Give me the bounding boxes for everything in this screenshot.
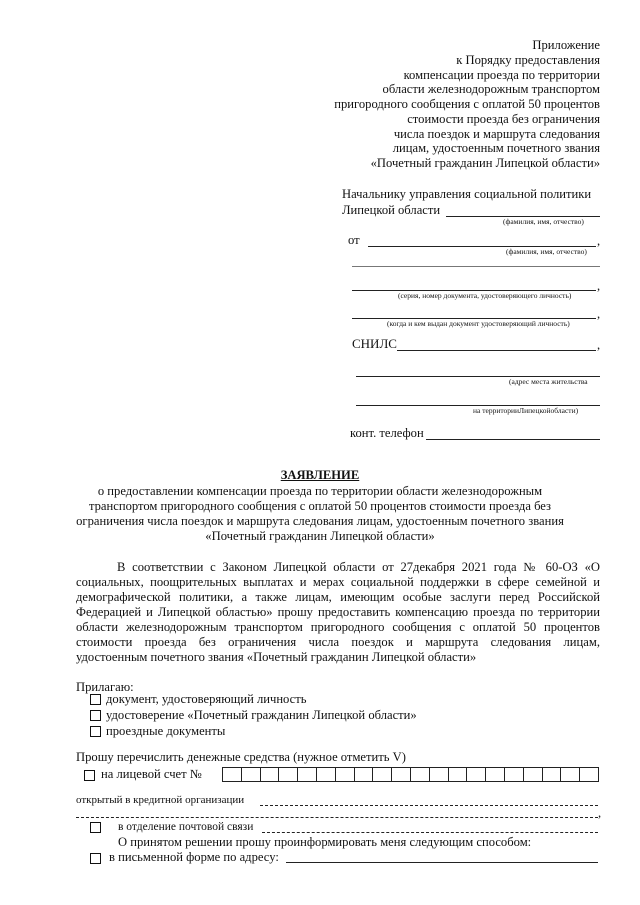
statement-heading: ЗАЯВЛЕНИЕ — [280, 468, 360, 482]
attachment-item: удостоверение «Почетный гражданин Липецкой области» — [106, 708, 417, 722]
body-line: Федерацией и Липецкой областью» прошу предоставить компенсацию проезда по территории — [76, 605, 600, 619]
body-line: области железнодорожным транспортом пригородного сообщения с оплатой 50 процентов — [76, 620, 600, 634]
hint-fio-2: (фамилия, имя, отчество) — [506, 247, 587, 256]
written-checkbox[interactable] — [90, 853, 101, 864]
comma: , — [597, 307, 601, 321]
account-digit-cell[interactable] — [354, 767, 374, 782]
title-line: ограничения числа поездок и маршрута следования лицам, удостоенным почетного звания — [76, 514, 564, 528]
account-checkbox[interactable] — [84, 770, 95, 781]
title-line: транспортом пригородного сообщения с оплатой 50 процентов стоимости проезда без — [88, 499, 552, 513]
account-label: на лицевой счет № — [101, 767, 202, 781]
attachment-checkbox[interactable] — [90, 694, 101, 705]
body-line: В соответствии с Законом Липецкой области от 27декабря 2021 года № 60-ОЗ «О — [117, 560, 600, 574]
account-digit-cell[interactable] — [504, 767, 524, 782]
account-digit-cell[interactable] — [523, 767, 543, 782]
account-digit-cell[interactable] — [429, 767, 449, 782]
appendix-line: Приложение — [532, 38, 600, 52]
account-digit-cell[interactable] — [335, 767, 355, 782]
post-checkbox[interactable] — [90, 822, 101, 833]
phone-field[interactable] — [426, 439, 600, 440]
comma: , — [597, 234, 601, 248]
applicant-extra-field[interactable] — [352, 266, 600, 267]
body-line: демографической политики, а также лицам, имеющим особые заслуги перед Российской — [76, 590, 600, 604]
body-line: социальных, поощрительных выплатах и мерах социальной поддержки в сфере семейной и — [76, 575, 600, 589]
attachments-label: Прилагаю: — [76, 680, 134, 694]
account-digit-cell[interactable] — [560, 767, 580, 782]
appendix-line: лицам, удостоенным почетного звания — [392, 141, 600, 155]
comma: , — [597, 279, 601, 293]
account-digit-cell[interactable] — [466, 767, 486, 782]
appendix-line: стоимости проезда без ограничения — [407, 112, 600, 126]
account-digit-cell[interactable] — [297, 767, 317, 782]
bank-field-continued[interactable] — [76, 817, 598, 818]
account-digit-cell[interactable] — [391, 767, 411, 782]
account-digit-cell[interactable] — [278, 767, 298, 782]
appendix-line: области железнодорожным транспортом — [382, 82, 600, 96]
title-line: о предоставлении компенсации проезда по территории области железнодорожным — [97, 484, 543, 498]
addressee-region: Липецкой области — [342, 203, 441, 217]
appendix-line: пригородного сообщения с оплатой 50 процентов — [334, 97, 600, 111]
comma: , — [598, 806, 602, 820]
hint-territory: на территорииЛипецкойобласти) — [473, 406, 579, 415]
body-line-last: удостоенным почетного звания «Почетный гражданин Липецкой области» — [76, 650, 477, 664]
appendix-line: «Почетный гражданин Липецкой области» — [370, 156, 600, 170]
post-label: в отделение почтовой связи — [118, 821, 254, 833]
account-digit-cell[interactable] — [241, 767, 261, 782]
account-digit-cell[interactable] — [579, 767, 599, 782]
written-label: в письменной форме по адресу: — [109, 850, 279, 864]
account-digit-cell[interactable] — [542, 767, 562, 782]
attachment-checkbox[interactable] — [90, 710, 101, 721]
written-address-field[interactable] — [286, 862, 598, 863]
from-label: от — [348, 233, 360, 247]
account-digit-cell[interactable] — [260, 767, 280, 782]
account-digit-cell[interactable] — [485, 767, 505, 782]
snils-field[interactable] — [397, 350, 596, 351]
body-line: стоимости проезда без ограничения числа поездок и маршрута следования лицам, — [76, 635, 600, 649]
hint-document: (серия, номер документа, удостоверяющего личность) — [398, 291, 572, 300]
hint-fio-1: (фамилия, имя, отчество) — [503, 217, 584, 226]
account-digit-cell[interactable] — [316, 767, 336, 782]
addressee-title: Начальнику управления социальной политики — [342, 187, 592, 201]
bank-label: открытый в кредитной организации — [76, 794, 245, 806]
attachment-checkbox[interactable] — [90, 726, 101, 737]
account-digit-cell[interactable] — [410, 767, 430, 782]
appendix-line: компенсации проезда по территории — [403, 68, 600, 82]
phone-label: конт. телефон — [350, 426, 424, 440]
snils-label: СНИЛС — [352, 336, 397, 351]
account-number-cells[interactable] — [222, 767, 598, 782]
appendix-line: числа поездок и маршрута следования — [393, 127, 600, 141]
appendix-line: к Порядку предоставления — [456, 53, 600, 67]
attachment-item: документ, удостоверяющий личность — [106, 692, 307, 706]
title-line: «Почетный гражданин Липецкой области» — [205, 529, 435, 543]
inform-label: О принятом решении прошу проинформировать меня следующим способом: — [118, 835, 532, 849]
post-field[interactable] — [262, 832, 598, 833]
bank-field[interactable] — [260, 805, 598, 806]
account-digit-cell[interactable] — [372, 767, 392, 782]
hint-issued: (когда и кем выдан документ удостоверяющий личность) — [387, 319, 570, 328]
account-digit-cell[interactable] — [448, 767, 468, 782]
account-digit-cell[interactable] — [222, 767, 242, 782]
comma: , — [597, 338, 601, 352]
hint-address: (адрес места жительства — [509, 377, 588, 386]
attachment-item: проездные документы — [106, 724, 226, 738]
payment-label: Прошу перечислить денежные средства (нужное отметить V) — [76, 750, 406, 764]
